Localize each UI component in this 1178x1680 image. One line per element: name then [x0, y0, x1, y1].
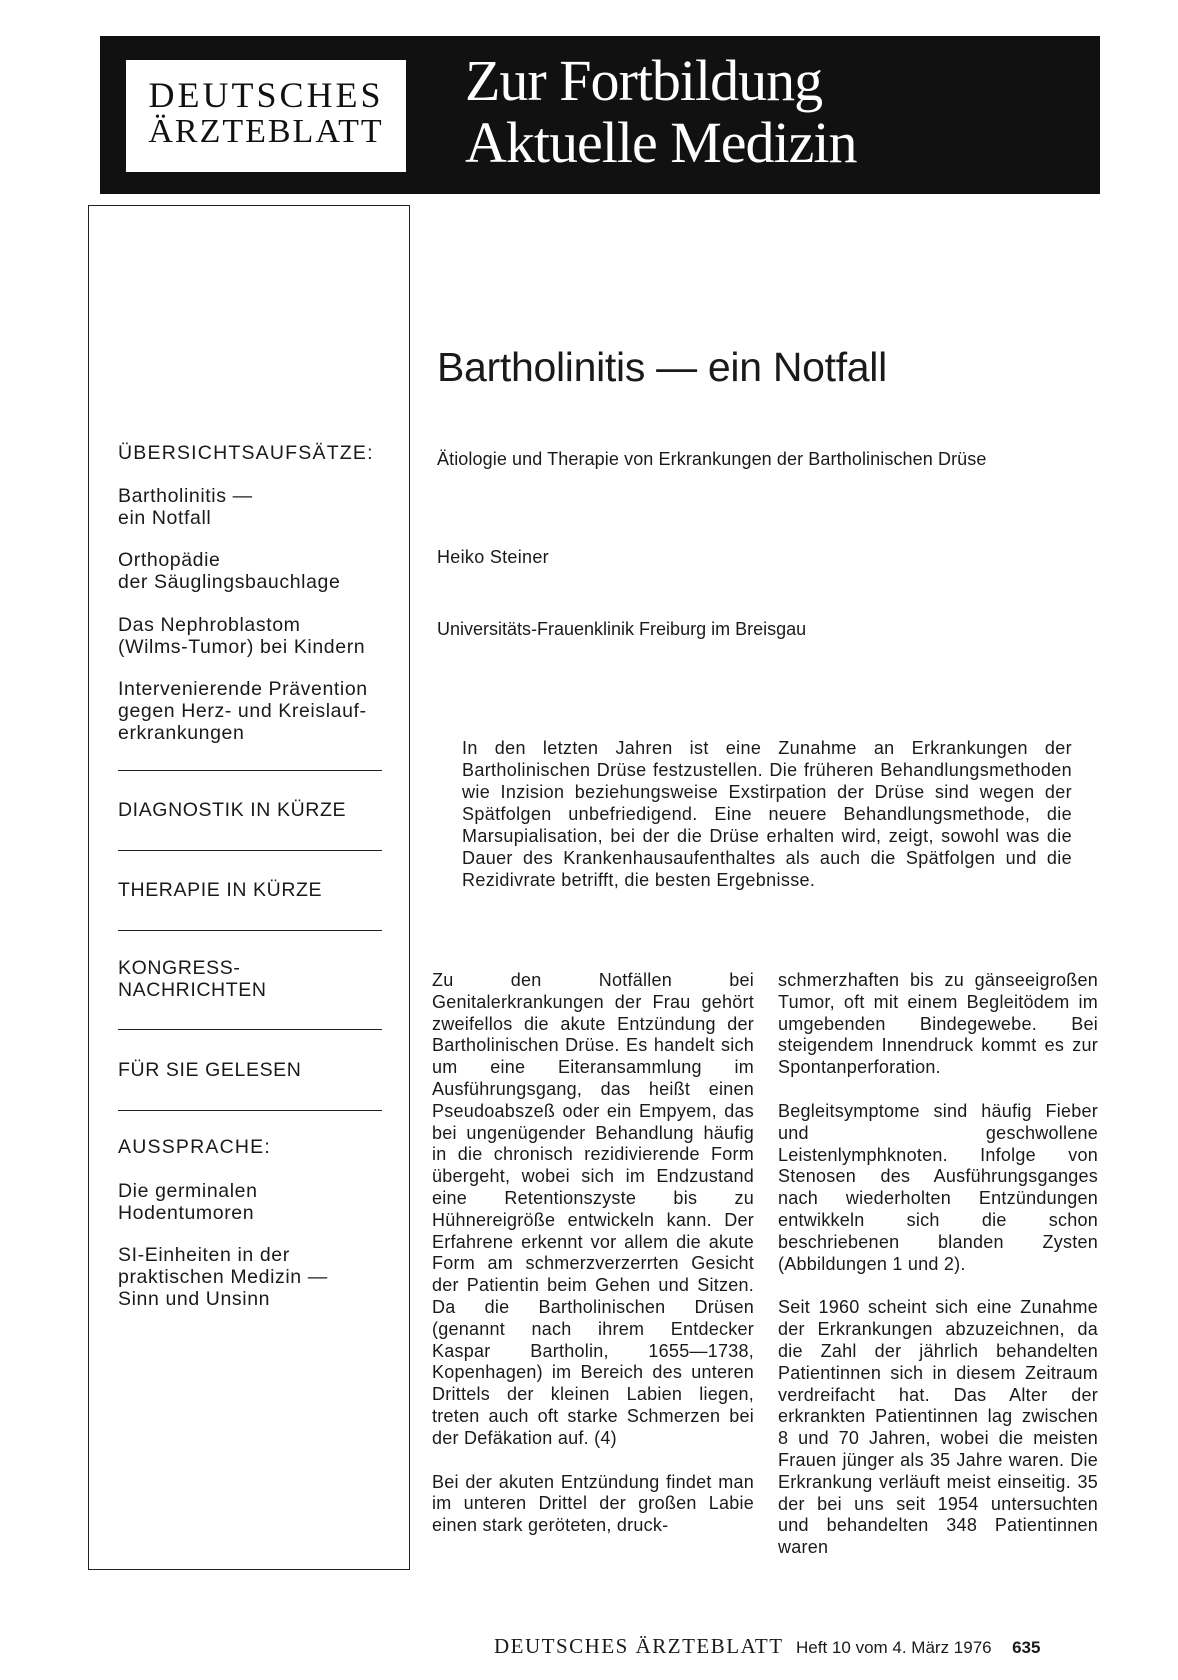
body-column-2: [778, 970, 1098, 1581]
category-therapie: THERAPIE IN KÜRZE: [118, 879, 323, 901]
page-number: 635: [1012, 1638, 1041, 1657]
page-footer: [494, 1634, 1040, 1659]
contents-sidebar: [88, 205, 410, 1570]
section-title-line-2: Aktuelle Medizin: [465, 110, 857, 175]
author-affiliation: Universitäts-Frauenklinik Freiburg im Breisgau: [437, 619, 807, 639]
header-band: [100, 36, 1100, 194]
journal-logo: [126, 60, 406, 172]
logo-line-2: ÄRZTEBLATT: [148, 113, 384, 150]
footer-issue: Heft 10 vom 4. März 1976: [796, 1638, 992, 1657]
paragraph: Bei der akuten Entzündung findet man im unteren Drittel der großen Labie einen stark geröteten, druck-: [432, 1471, 754, 1536]
abstract: In den letzten Jahren ist eine Zunahme an Erkrankungen der Bartholinischen Drüse festzustellen. Die früheren Behandlungsmethoden wie Inzision beziehungsweise Exstirpation der Drüse sind wegen der Spätfolgen unbefriedigend. Eine neuere Behandlungsmethode, die Marsupialisation, bei der die Drüse erhalten wird, zeigt, sowohl was die Dauer des Krankenhausaufenthaltes als auch die Spätfolgen und die Rezidivrate betrifft, die besten Ergebnisse.: [462, 738, 1072, 890]
category-diagnostik: DIAGNOSTIK IN KÜRZE: [118, 799, 347, 821]
body-column-1: [432, 970, 754, 1559]
footer-journal: DEUTSCHES ÄRZTEBLATT: [494, 1634, 784, 1658]
divider: [118, 1029, 382, 1030]
contents-item: Die germinalen Hodentumoren: [118, 1180, 258, 1224]
logo-line-1: DEUTSCHES: [148, 75, 384, 115]
article-title: Bartholinitis — ein Notfall: [437, 344, 887, 390]
paragraph: Begleitsymptome sind häufig Fieber und geschwollene Leistenlymphknoten. Infolge von Stenosen des Ausführungsganges nach wiederholten Entzündungen entwikkeln sich die schon beschriebenen blanden Zysten (Abbildungen 1 und 2).: [778, 1100, 1098, 1274]
contents-item: SI-Einheiten in der praktischen Medizin — Sinn und Unsinn: [118, 1244, 328, 1310]
article-subtitle: Ätiologie und Therapie von Erkrankungen der Bartholinischen Drüse: [437, 449, 987, 469]
contents-item: Das Nephroblastom (Wilms-Tumor) bei Kindern: [118, 614, 366, 658]
divider: [118, 1110, 382, 1111]
overview-heading: ÜBERSICHTSAUFSÄTZE:: [118, 442, 374, 464]
paragraph: schmerzhaften bis zu gänseeigroßen Tumor, oft mit einem Begleitödem im umgebenden Bindegewebe. Bei steigendem Innendruck kommt es zur Spontanperforation.: [778, 970, 1098, 1078]
category-kongress: KONGRESS- NACHRICHTEN: [118, 957, 267, 1001]
paragraph: Seit 1960 scheint sich eine Zunahme der Erkrankungen abzuzeichnen, da die Zahl der jährlich behandelten Patientinnen sich in diesem Zeitraum verdreifacht hat. Das Alter der erkrankten Patientinnen lag zwischen 8 und 70 Jahren, wobei die meisten Frauen jünger als 35 Jahre waren. Die Erkrankung verläuft meist einseitig. 35 der bei uns seit 1954 untersuchten und behandelten 348 Patientinnen waren: [778, 1297, 1098, 1558]
author-name: Heiko Steiner: [437, 547, 549, 567]
contents-item: Orthopädie der Säuglingsbauchlage: [118, 549, 341, 593]
section-title: [465, 50, 857, 174]
contents-item: Intervenierende Prävention gegen Herz- und Kreislauf- erkrankungen: [118, 678, 368, 744]
paragraph: Zu den Notfällen bei Genitalerkrankungen der Frau gehört zweifellos die akute Entzündung der Bartholinischen Drüse. Es handelt sich um eine Eiteransammlung im Ausführungsgang, das heißt einen Pseudoabszeß oder ein Empyem, das bei ungenügender Behandlung häufig in die chronisch rezidivierende Form übergeht, wobei sich im Endzustand eine Retentionszyste bis zu Hühnereigröße entwickeln kann. Der Erfahrene erkennt vor allem die akute Form am schmerzverzerrten Gesicht der Patientin beim Gehen und Sitzen. Da die Bartholinischen Drüsen (genannt nach ihrem Entdecker Kaspar Bartholin, 1655—1738, Kopenhagen) im Bereich des unteren Drittels der kleinen Labien liegen, treten auch oft starke Schmerzen bei der Defäkation auf. (4): [432, 970, 754, 1448]
section-title-line-1: Zur Fortbildung: [465, 48, 823, 113]
divider: [118, 770, 382, 771]
contents-item: Bartholinitis — ein Notfall: [118, 485, 253, 529]
divider: [118, 850, 382, 851]
divider: [118, 930, 382, 931]
category-gelesen: FÜR SIE GELESEN: [118, 1059, 302, 1081]
discussion-heading: AUSSPRACHE:: [118, 1136, 271, 1158]
